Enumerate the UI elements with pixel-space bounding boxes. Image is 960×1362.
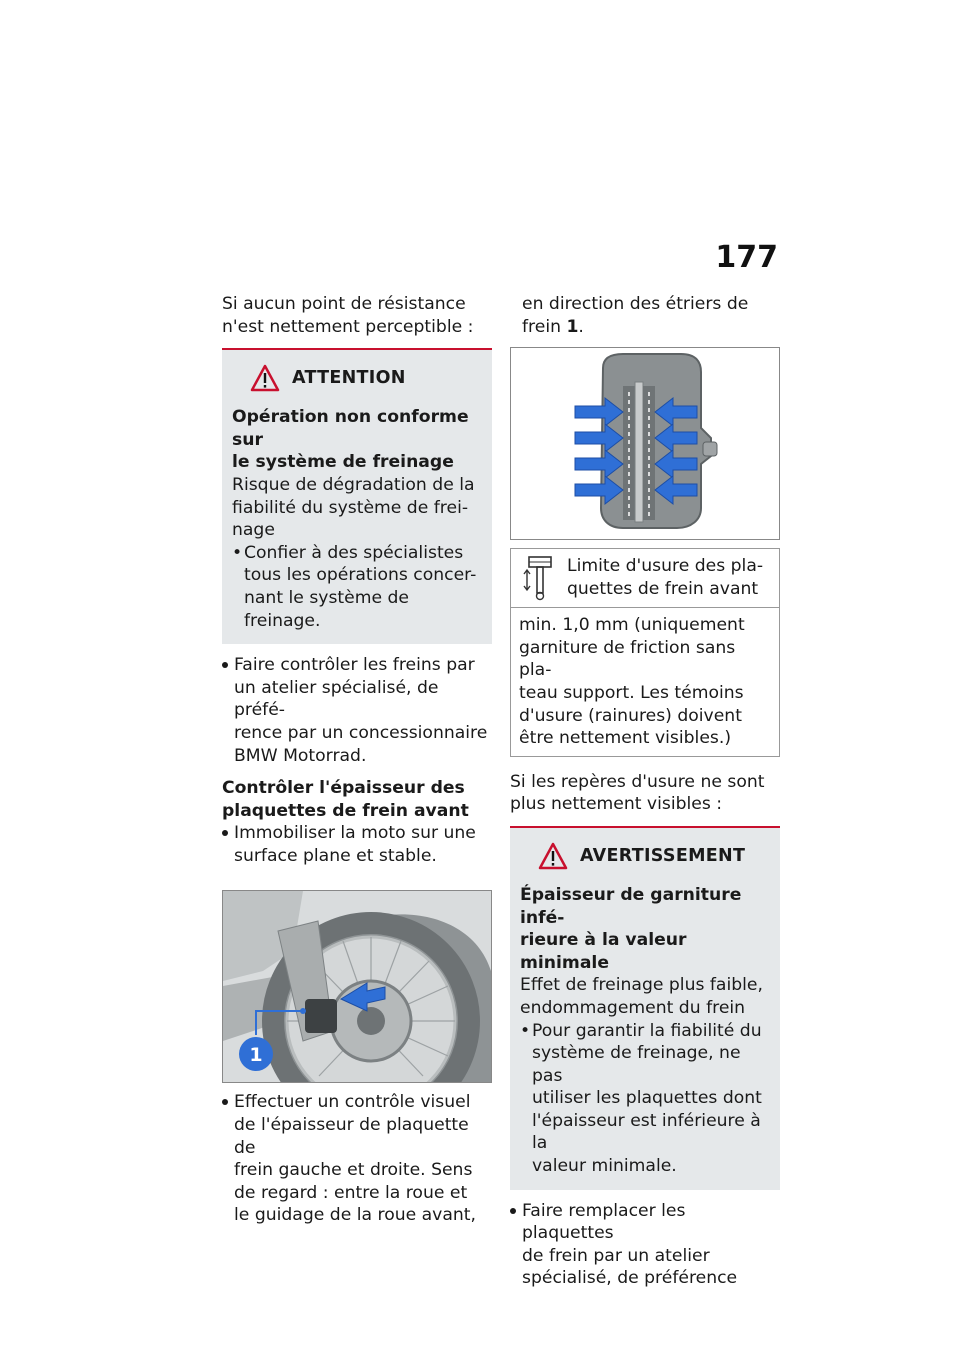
front-wheel-figure <box>222 890 492 1083</box>
warning-bullets <box>520 1020 770 1178</box>
section-heading-line: plaquettes de frein avant <box>222 800 469 821</box>
spec-label-line: Limite d'usure des pla- <box>567 556 764 577</box>
step-line: un atelier spécialisé, de préfé- <box>234 677 439 721</box>
warning-body: endommagement du frein <box>520 997 746 1018</box>
spec-value-line: garniture de friction sans pla- <box>519 637 736 681</box>
attention-box <box>222 350 492 644</box>
spec-value-line: teau support. Les témoins <box>519 682 744 703</box>
intro-line: n'est nettement perceptible : <box>222 316 474 337</box>
step-line: frein gauche et droite. Sens <box>234 1160 473 1181</box>
step-line: de l'épaisseur de plaquette de <box>234 1115 469 1158</box>
attention-title: le système de freinage <box>232 452 454 473</box>
spec-value <box>511 608 779 756</box>
warning-header <box>520 842 770 870</box>
warning-icon <box>250 364 280 392</box>
section-heading <box>222 777 492 822</box>
warning-body: Effet de freinage plus faible, <box>520 975 763 996</box>
condition-line: plus nettement visibles : <box>510 794 723 815</box>
attention-bullet-line: Confier à des spécialistes <box>244 542 464 563</box>
step-line: en direction des étriers de <box>522 294 749 314</box>
attention-body: fiabilité du système de frei- <box>232 497 469 518</box>
spec-value-line: d'usure (rainures) doivent <box>519 705 742 726</box>
spec-header <box>511 549 779 608</box>
warning-title: rieure à la valeur minimale <box>520 930 687 973</box>
warning-icon <box>538 842 568 870</box>
attention-body: Risque de dégradation de la <box>232 474 475 495</box>
condition-text <box>510 771 780 816</box>
attention-bullet-line: nant le système de freinage. <box>244 587 409 631</box>
step-line: spécialisé, de préférence <box>522 1268 738 1289</box>
condition-line: Si les repères d'usure ne sont <box>510 771 765 792</box>
attention-title: Opération non conforme sur <box>232 407 469 450</box>
warning-title: Épaisseur de garniture infé- <box>520 884 742 928</box>
intro-line: Si aucun point de résistance <box>222 294 466 314</box>
step-line: BMW Motorrad. <box>234 745 367 766</box>
attention-bullet <box>232 542 482 632</box>
step-line: de regard : entre la roue et <box>234 1182 468 1203</box>
step-continuation <box>510 293 780 338</box>
left-column <box>222 293 492 1227</box>
right-column <box>510 293 780 1290</box>
step-line: Faire remplacer les plaquettes <box>522 1200 686 1244</box>
attention-header <box>232 364 482 392</box>
attention-body: nage <box>232 520 275 541</box>
warning-bullet-line: système de freinage, ne pas <box>532 1043 741 1086</box>
step-item <box>222 654 492 767</box>
warning-bullet-line: utiliser les plaquettes dont <box>532 1088 762 1109</box>
spec-label <box>567 555 763 601</box>
step-line: le guidage de la roue avant, <box>234 1205 476 1226</box>
step-line: Effectuer un contrôle visuel <box>234 1092 471 1113</box>
brake-caliper-figure <box>510 347 780 540</box>
punctuation: . <box>578 316 584 337</box>
attention-label: ATTENTION <box>292 367 406 388</box>
spec-table <box>510 548 780 757</box>
attention-bullets <box>232 542 482 632</box>
warning-bullet-line: Pour garantir la fiabilité du <box>532 1020 762 1041</box>
attention-bullet-line: tous les opérations concer- <box>244 565 477 586</box>
step-item <box>510 1200 780 1290</box>
brake-caliper-illustration <box>511 348 779 539</box>
step-line: Immobiliser la moto sur une <box>234 823 476 844</box>
step-line: rence par un concessionnaire <box>234 722 488 743</box>
warning-bullet-line: valeur minimale. <box>532 1156 677 1177</box>
step-line: frein <box>522 316 567 337</box>
callout-number: 1 <box>249 1044 263 1067</box>
spec-value-line: min. 1,0 mm (uniquement <box>519 615 745 636</box>
step-line: de frein par un atelier <box>522 1245 710 1266</box>
step-line: Faire contrôler les freins par <box>234 655 475 676</box>
warning-box <box>510 828 780 1190</box>
warning-bullet <box>520 1020 770 1178</box>
warning-bullet-line: l'épaisseur est inférieure à la <box>532 1110 761 1154</box>
spec-label-line: quettes de frein avant <box>567 578 759 599</box>
brake-pad-wear-icon <box>523 555 557 601</box>
section-heading-line: Contrôler l'épaisseur des <box>222 778 465 799</box>
step-line: surface plane et stable. <box>234 845 437 866</box>
spec-value-line: être nettement visibles.) <box>519 728 732 749</box>
callout-reference: 1 <box>566 316 579 337</box>
step-item <box>222 822 492 867</box>
step-item <box>222 1091 492 1227</box>
warning-label: AVERTISSEMENT <box>580 845 746 866</box>
front-wheel-illustration <box>223 891 491 1082</box>
page-number: 177 <box>715 240 778 275</box>
